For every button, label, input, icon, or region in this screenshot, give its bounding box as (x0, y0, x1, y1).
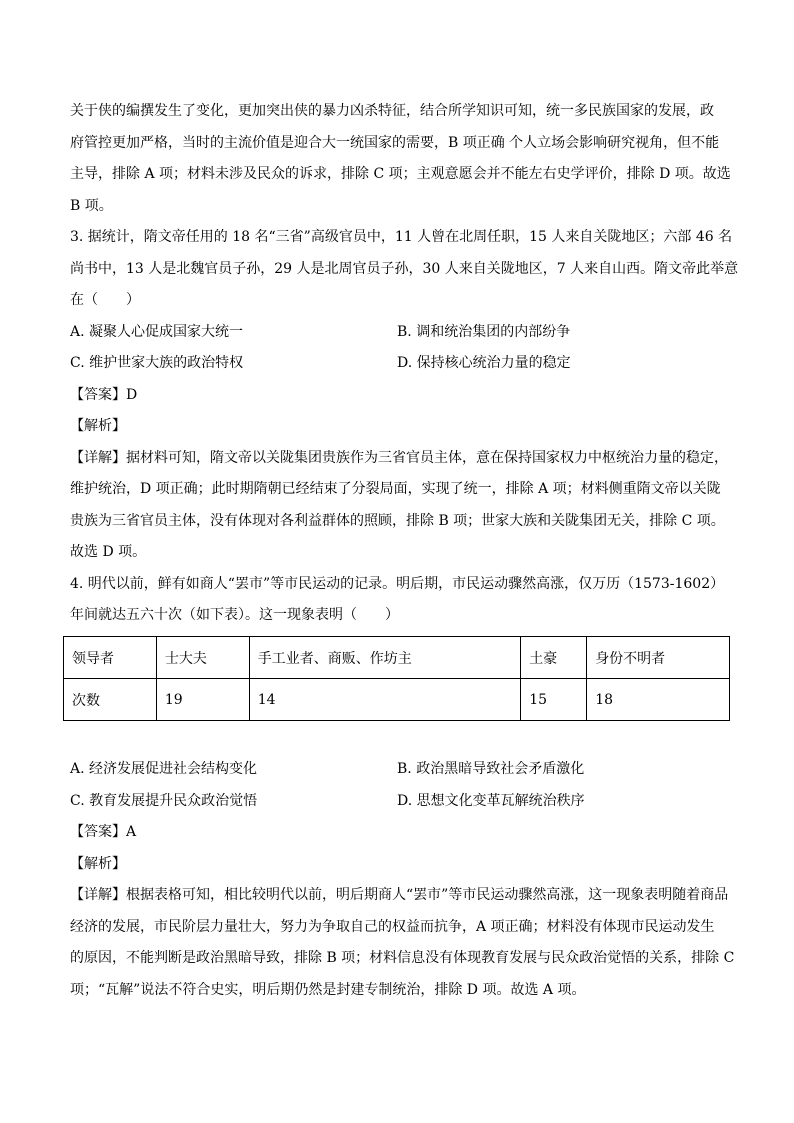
text-line: 【详解】据材料可知，隋文帝以关陇集团贵族作为三省官员主体，意在保持国家权力中枢统治力量的稳定， (70, 449, 728, 466)
text-line: 尚书中，13 人是北魏官员子孙，29 人是北周官员子孙，30 人来自关陇地区，7 人来自山西。隋文帝此举意 (70, 260, 739, 277)
q3-option-d: D. 保持核心统治力量的稳定 (397, 355, 571, 371)
q3-answer: 【答案】D (70, 386, 138, 403)
q3-option-b: B. 调和统治集团的内部纷争 (397, 323, 571, 340)
text-line: 3. 据统计，隋文帝任用的 18 名“三省”高级官员中，11 人曾在北周任职，15 人来自关陇地区；六部 46 名 (70, 229, 733, 245)
table-cell: 15 (521, 679, 587, 721)
table-cell: 土豪 (521, 637, 587, 679)
text-line: 维护统治，D 项正确；此时期隋朝已经结束了分裂局面，实现了统一，排除 A 项；材料侧重隋文帝以关陇 (70, 481, 721, 497)
movement-table (63, 636, 730, 721)
q3-options-row-2 (70, 348, 730, 380)
q4-answer: 【答案】A (70, 824, 137, 840)
text-line: 故选 D 项。 (70, 544, 147, 560)
text-line: 【详解】根据表格可知，相比较明代以前，明后期商人“罢市”等市民运动骤然高涨，这一现象表明随着商品 (70, 887, 729, 903)
q4-after-table (70, 754, 735, 1006)
q4-detail (70, 880, 735, 1006)
q3-stem (70, 222, 739, 317)
text-line: 年间就达五六十次（如下表）。这一现象表明（ ） (70, 607, 399, 623)
q3-analysis-label: 【解析】 (70, 418, 126, 434)
text-line: 的原因，不能判断是政治黑暗导致，排除 B 项；材料信息没有体现教育发展与民众政治觉悟的关系，排除 C (70, 950, 735, 966)
q3-option-c: C. 维护世家大族的政治特权 (70, 355, 244, 371)
q4-analysis-label: 【解析】 (70, 855, 126, 872)
text-line: 主导，排除 A 项；材料未涉及民众的诉求，排除 C 项；主观意愿会并不能左右史学评价，排除 D 项。故选 (70, 166, 731, 182)
document-page (70, 96, 739, 632)
text-line: B 项。 (70, 197, 113, 214)
text-line: 府管控更加严格，当时的主流价值是迎合大一统国家的需要，B 项正确 个人立场会影响研究视角，但不能 (70, 134, 720, 151)
text-line: 项；“瓦解”说法不符合史实，明后期仍然是封建专制统治，排除 D 项。故选 A 项。 (70, 981, 586, 998)
q4-options-row-1 (70, 754, 730, 786)
q3-options-row-1 (70, 317, 730, 349)
q3-option-a: A. 凝聚人心促成国家大统一 (70, 323, 244, 340)
text-line: 经济的发展，市民阶层力量壮大，努力为争取自己的权益而抗争，A 项正确；材料没有体现市民运动发生 (70, 918, 715, 935)
q3-detail (70, 443, 730, 569)
q4-option-b: B. 政治黑暗导致社会矛盾激化 (397, 761, 585, 777)
table-cell: 领导者 (64, 637, 157, 679)
table-cell: 手工业者、商贩、作坊主 (249, 637, 521, 679)
table-cell: 士大夫 (156, 637, 249, 679)
text-line: 关于侠的编撰发生了变化，更加突出侠的暴力凶杀特征，结合所学知识可知，统一多民族国家的发展，政 (70, 103, 714, 119)
table-cell: 身份不明者 (587, 637, 730, 679)
text-line: 贵族为三省官员主体，没有体现对各利益群体的照顾，排除 B 项；世家大族和关陇集团无关，排除 C 项。 (70, 512, 725, 529)
table-cell: 14 (249, 679, 521, 721)
table-header-row (64, 637, 730, 679)
text-line: 在（ ） (70, 292, 140, 308)
table-row (64, 679, 730, 721)
table-cell: 18 (587, 679, 730, 721)
text-line: 4. 明代以前，鲜有如商人“罢市”等市民运动的记录。明后期，市民运动骤然高涨，仅万历（1573-1602） (70, 575, 725, 592)
intro-paragraph (70, 96, 730, 222)
q4-stem (70, 569, 730, 632)
table-cell: 次数 (64, 679, 157, 721)
table-cell: 19 (156, 679, 249, 721)
q4-option-d: D. 思想文化变革瓦解统治秩序 (397, 792, 585, 809)
q4-option-c: C. 教育发展提升民众政治觉悟 (70, 792, 258, 809)
q4-option-a: A. 经济发展促进社会结构变化 (70, 761, 258, 777)
q4-options-row-2 (70, 786, 730, 818)
